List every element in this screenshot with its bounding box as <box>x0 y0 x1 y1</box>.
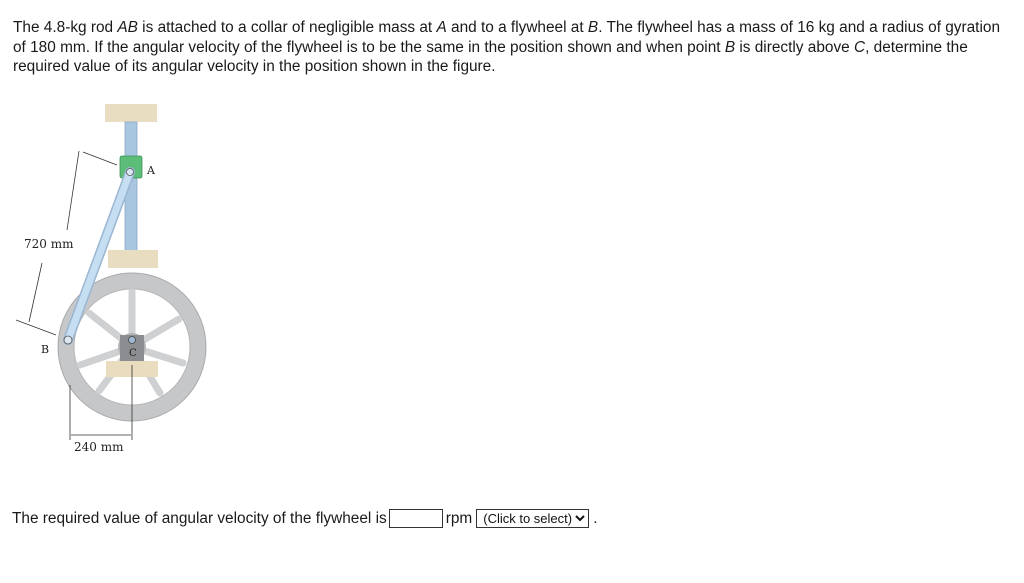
units-label: rpm <box>445 509 473 527</box>
problem-text: The 4.8-kg rod <box>13 19 118 36</box>
label-A: A <box>147 164 155 177</box>
flywheel-figure <box>0 95 230 465</box>
variable-c: C <box>853 38 866 56</box>
problem-text: is directly above <box>735 38 854 56</box>
period: . <box>593 509 598 527</box>
problem-text: , determine the required value of its angular velocity in the position shown in the figure. <box>13 38 968 75</box>
middle-support <box>108 250 158 268</box>
angular-velocity-input[interactable] <box>389 509 443 528</box>
problem-text: and to a flywheel at <box>446 19 588 36</box>
dim-horizontal-label: 240 mm <box>74 440 124 454</box>
variable-b: B <box>587 19 599 36</box>
answer-prompt: The required value of angular velocity of the flywheel is <box>12 509 387 527</box>
label-C: C <box>129 348 137 359</box>
answer-row <box>12 509 598 528</box>
problem-text: . The flywheel has a mass of 16 kg and a radius of gyration of 180 mm. If the angular velocity of the flywheel is to be the same in the position shown and when point <box>13 19 1000 56</box>
problem-text: is attached to a collar of negligible mass at <box>137 19 437 36</box>
variable-a: A <box>436 19 447 36</box>
label-B: B <box>41 343 50 356</box>
variable-b: B <box>724 38 736 56</box>
dim-rod-label: 720 mm <box>24 237 74 251</box>
variable-ab: AB <box>117 19 138 36</box>
problem-statement <box>13 18 1013 77</box>
top-support <box>105 104 157 122</box>
direction-select[interactable] <box>476 509 589 528</box>
